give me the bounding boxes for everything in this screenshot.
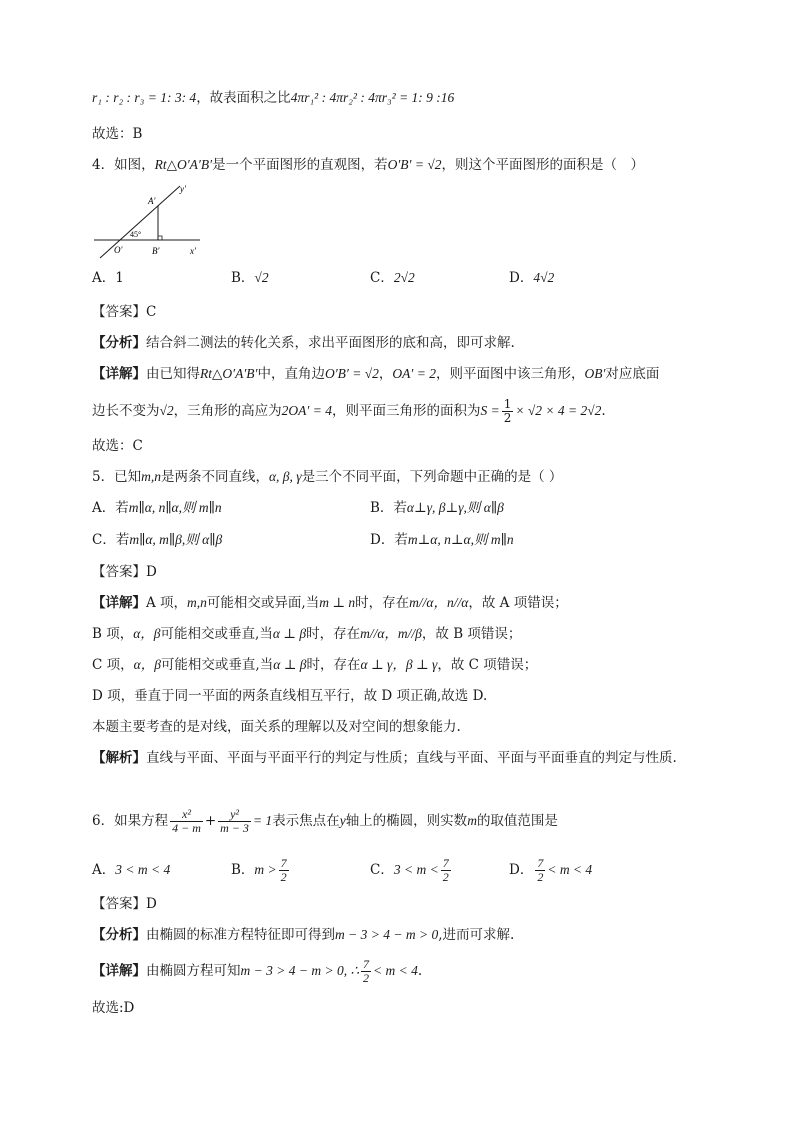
q6-analysis (92, 925, 514, 945)
q5-analysis (92, 748, 677, 768)
detail-text: 时，存在 (355, 595, 410, 611)
angle-label: 45° (130, 230, 142, 239)
q6-option-d (509, 855, 592, 885)
detail-formula: m − 3 > 4 − m > 0, ∴ (240, 963, 360, 978)
q4-stem-text: 是一个平面图形的直观图，若 (212, 157, 388, 173)
detail-formula: α ⊥ γ，β ⊥ γ (360, 657, 438, 672)
detail-text: ，三角形的高应为 (173, 403, 282, 419)
option-label: C． (370, 862, 394, 878)
seven-halves (361, 958, 371, 985)
detail-text: . (601, 403, 606, 419)
y-fraction (218, 808, 251, 835)
detail-formula: S = (480, 403, 500, 418)
detail-formula: m,n (187, 595, 207, 610)
y-axis (100, 186, 180, 258)
option-label: D．若 (370, 532, 408, 548)
detail-tag: 【详解】 (92, 366, 146, 382)
fraction-denominator: 2 (503, 411, 512, 425)
label-x: x′ (190, 246, 196, 256)
detail-text: ， (378, 366, 393, 382)
detail-text: 对应底面 (605, 366, 660, 382)
detail-text: 由椭圆方程可知 (146, 963, 241, 979)
detail-text: 由已知得 (146, 366, 200, 382)
q6-answer: 【答案】D (92, 896, 157, 912)
fraction-numerator: 7 (537, 856, 544, 870)
option-formula: m > (254, 862, 277, 877)
q6-text: 表示焦点在 (272, 813, 340, 829)
q6-option-a (92, 855, 170, 885)
detail-formula: OA′ = 2 (392, 366, 436, 381)
q5-summary: 本题主要考查的是对线，面关系的理解以及对空间的想象能力. (92, 719, 461, 735)
option-label: B． (231, 862, 255, 878)
detail-formula: × √2 × 4 = 2√2 (515, 403, 602, 418)
q6-text: 的取值范围是 (476, 813, 558, 829)
q4-option-d-value: 4√2 (533, 270, 555, 285)
detail-text: ，故 B 项错误； (421, 626, 522, 642)
q4-stem (92, 155, 644, 175)
detail-text: A 项， (146, 595, 188, 611)
q5-detail-b (92, 624, 521, 644)
ratio-line (92, 88, 454, 108)
q6-number: 6．如果方程 (92, 813, 169, 829)
q4-option-b-value: √2 (254, 270, 269, 285)
q4-option-b-label: B． (231, 270, 255, 286)
seven-halves (535, 857, 545, 884)
q6-option-c (370, 855, 453, 885)
q5-text: 是三个不同平面，下列命题中正确的是（ ） (301, 469, 563, 485)
detail-text: 边长不变为 (92, 403, 160, 419)
detail-triangle: Rt△O′A′B′ (200, 366, 258, 381)
analysis-tag: 【解析】 (92, 750, 146, 766)
detail-formula: α ⊥ β (273, 657, 307, 672)
detail-formula: < m < 4 (373, 963, 418, 978)
detail-text: 中，直角边 (257, 366, 325, 382)
detail-formula: OB′ (584, 366, 606, 381)
option-label: A． (92, 862, 116, 878)
q6-choice: 故选:D (92, 1000, 135, 1016)
detail-text: 可能相交或垂直,当 (160, 657, 274, 673)
q4-detail-line2 (92, 398, 606, 425)
ratio-text: ，故表面积之比 (196, 90, 291, 106)
q5-detail-d: D 项，垂直于同一平面的两条直线相互平行，故 D 项正确,故选 D. (92, 688, 488, 704)
fraction-denominator: 2 (363, 971, 370, 985)
q6-detail (92, 956, 422, 986)
radius-ratio-formula: r₁ : r₂ : r₃ = 1: 3: 4 (92, 90, 197, 105)
q6-stem (92, 806, 558, 836)
fraction-numerator: 7 (363, 957, 370, 971)
detail-text: 可能相交或异面,当 (206, 595, 320, 611)
label-a: A′ (148, 196, 156, 206)
q5-text: 是两条不同直线， (160, 469, 269, 485)
detail-formula: O′B′ = √2 (324, 366, 379, 381)
analysis-formula: m − 3 > 4 − m > 0 (335, 927, 439, 942)
detail-text: ，故 C 项错误； (437, 657, 538, 673)
q5-number: 5．已知 (92, 469, 142, 485)
q6-var-m: m (467, 813, 477, 828)
q6-var-y: y (339, 813, 346, 828)
detail-text: B 项， (92, 626, 134, 642)
detail-formula: m//α，n//α (409, 595, 469, 610)
detail-text: 可能相交或垂直,当 (160, 626, 273, 642)
detail-formula: 2OA′ = 4 (281, 403, 332, 418)
q5-stem (92, 467, 562, 487)
fraction-denominator: 2 (280, 870, 287, 884)
label-b: B′ (152, 246, 160, 256)
analysis-text: 结合斜二测法的转化关系，求出平面图形的底和高，即可求解. (146, 335, 515, 351)
detail-text: 时，存在 (306, 657, 361, 673)
fraction-denominator: 2 (442, 870, 449, 884)
q4-option-c-label: C． (370, 270, 394, 286)
analysis-text: 直线与平面、平面与平面平行的判定与性质；直线与平面、平面与平面垂直的判定与性质. (146, 750, 677, 766)
q4-option-d-label: D． (509, 270, 534, 286)
q5-detail-a (92, 593, 568, 613)
detail-text: 时，存在 (306, 626, 361, 642)
detail-tag: 【详解】 (92, 595, 146, 611)
q5-option-d (370, 530, 514, 550)
q5-planes: α, β, γ (268, 469, 302, 484)
fraction-numerator: 1 (503, 397, 512, 411)
option-label: C．若 (92, 532, 130, 548)
option-formula: 3 < m < (393, 862, 439, 877)
q4-choice: 故选：C (92, 438, 143, 454)
prev-answer-choice: 故选：B (92, 126, 143, 142)
option-formula: 3 < m < 4 (115, 862, 171, 877)
q5-detail-c (92, 655, 537, 675)
detail-text: ，则平面三角形的面积为 (331, 403, 481, 419)
option-formula: α⊥γ, β⊥γ,则 α∥β (406, 500, 504, 515)
option-formula: < m < 4 (547, 862, 593, 877)
q4-question: ，则这个平面图形的面积是（ ） (441, 157, 644, 173)
q4-option-c-value: 2√2 (393, 270, 415, 285)
fraction-numerator: 7 (280, 856, 287, 870)
analysis-tag: 【分析】 (92, 335, 146, 351)
fraction-denominator: 2 (537, 870, 544, 884)
q4-option-a: A．1 (92, 270, 124, 286)
q4-option-b (231, 268, 269, 288)
option-formula: m⊥α, n⊥α,则 m∥n (407, 532, 514, 547)
detail-formula: √2 (159, 403, 174, 418)
q5-option-b (370, 498, 504, 518)
detail-text: . (417, 963, 423, 979)
fraction-numerator: 7 (442, 856, 449, 870)
option-label: A．若 (92, 500, 129, 516)
q5-answer: 【答案】D (92, 564, 157, 580)
analysis-text: 由椭圆的标准方程特征即可得到 (146, 927, 335, 943)
option-formula: m∥α, m∥β,则 α∥β (129, 532, 223, 547)
q4-detail-line1 (92, 364, 659, 384)
right-angle-mark (158, 236, 162, 240)
detail-text: C 项， (92, 657, 134, 673)
seven-halves (279, 857, 289, 884)
q5-lines: m,n (141, 469, 161, 484)
plus-sign: + (204, 813, 217, 829)
seven-halves (441, 857, 451, 884)
q4-triangle: Rt△O′A′B′ (154, 157, 213, 172)
label-y: y′ (180, 184, 186, 194)
detail-formula: m//α，m//β (360, 626, 422, 641)
option-label: D． (509, 862, 534, 878)
detail-formula: m ⊥ n (319, 595, 356, 610)
area-ratio-formula: 4πr₁² : 4πr₂² : 4πr₃² = 1: 9 :16 (290, 90, 455, 105)
q6-text: 轴上的椭圆，则实数 (345, 813, 468, 829)
q6-option-b (231, 855, 291, 885)
half-fraction (502, 398, 514, 425)
detail-text: ，故 A 项错误； (468, 595, 568, 611)
q4-number: 4．如图， (92, 157, 155, 173)
equals-one: = 1 (252, 813, 273, 828)
analysis-text: ,进而可求解. (438, 927, 515, 943)
q5-option-c (92, 530, 222, 550)
q4-condition: O′B′ = √2 (387, 157, 442, 172)
q4-option-d (509, 268, 554, 288)
q4-figure (92, 182, 212, 262)
label-o: O′ (114, 245, 123, 255)
fraction-numerator: y² (218, 808, 251, 822)
q4-option-c (370, 268, 415, 288)
detail-text: ，则平面图中该三角形， (435, 366, 585, 382)
detail-formula: α，β (133, 626, 161, 641)
detail-formula: α，β (133, 657, 161, 672)
analysis-tag: 【分析】 (92, 927, 146, 943)
q4-answer: 【答案】C (92, 304, 157, 320)
detail-tag: 【详解】 (92, 963, 146, 979)
x-fraction (170, 808, 203, 835)
option-label: B．若 (370, 500, 407, 516)
detail-formula: α ⊥ β (272, 626, 307, 641)
option-formula: m∥α, n∥α,则 m∥n (128, 500, 222, 515)
q5-option-a (92, 498, 222, 518)
fraction-denominator: 4 − m (172, 821, 201, 835)
q4-analysis (92, 333, 515, 353)
fraction-numerator: x² (170, 808, 203, 822)
fraction-denominator: m − 3 (220, 821, 249, 835)
